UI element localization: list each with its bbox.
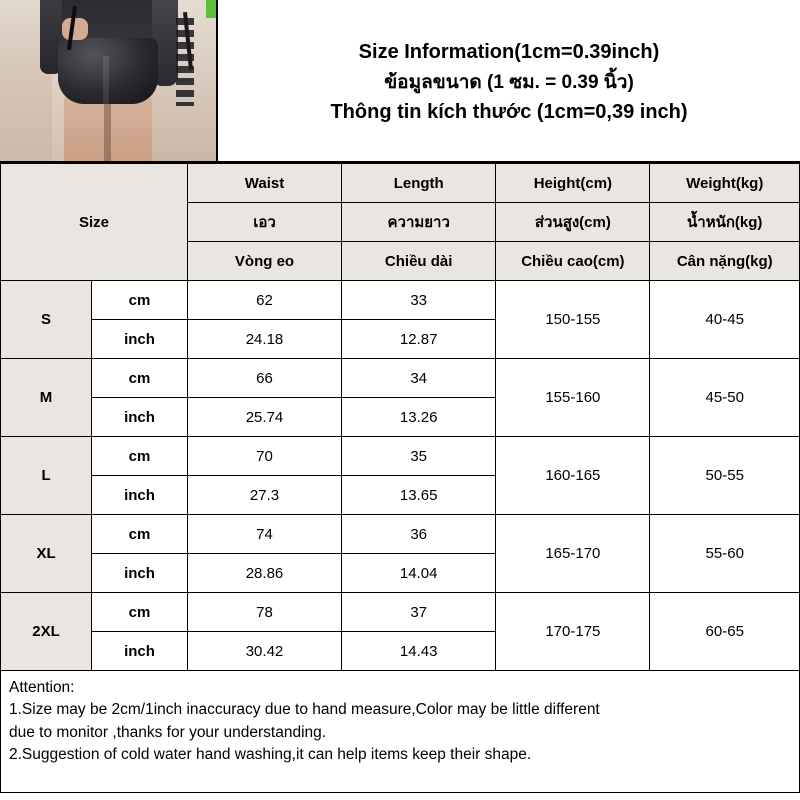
waist-header-th: เอว <box>187 203 341 242</box>
waist-cm-m: 66 <box>187 359 341 398</box>
attention-line-3: 2.Suggestion of cold water hand washing,it can help items keep their shape. <box>9 746 532 764</box>
size-table <box>0 163 800 671</box>
model-hand <box>62 18 88 40</box>
weight-header-th: น้ำหนัก(kg) <box>650 203 800 242</box>
height-header-th: ส่วนสูง(cm) <box>496 203 650 242</box>
weight-s: 40-45 <box>650 281 800 359</box>
height-xl: 165-170 <box>496 515 650 593</box>
waist-inch-l: 27.3 <box>187 476 341 515</box>
unit-inch: inch <box>92 632 188 671</box>
size-header-label: Size <box>1 164 188 281</box>
height-header-en: Height(cm) <box>496 164 650 203</box>
model-leg-gap <box>104 100 111 161</box>
length-cm-s: 33 <box>342 281 496 320</box>
attention-block <box>0 671 800 793</box>
row-size-xl: XL <box>1 515 92 593</box>
unit-cm: cm <box>92 437 188 476</box>
waist-inch-xl: 28.86 <box>187 554 341 593</box>
length-header-en: Length <box>342 164 496 203</box>
weight-header-en: Weight(kg) <box>650 164 800 203</box>
height-2xl: 170-175 <box>496 593 650 671</box>
row-size-s: S <box>1 281 92 359</box>
height-m: 155-160 <box>496 359 650 437</box>
attention-line-2: due to monitor ,thanks for your understanding. <box>9 723 327 741</box>
length-inch-2xl: 14.43 <box>342 632 496 671</box>
length-inch-s: 12.87 <box>342 320 496 359</box>
row-size-l: L <box>1 437 92 515</box>
weight-header-vi: Cân nặng(kg) <box>650 242 800 281</box>
unit-inch: inch <box>92 398 188 437</box>
height-l: 160-165 <box>496 437 650 515</box>
row-size-m: M <box>1 359 92 437</box>
title-thai: ข้อมูลขนาด (1 ซม. = 0.39 นิ้ว) <box>384 71 634 93</box>
weight-m: 45-50 <box>650 359 800 437</box>
waist-cm-s: 62 <box>187 281 341 320</box>
tassel-fringe <box>176 18 194 106</box>
length-inch-m: 13.26 <box>342 398 496 437</box>
product-shorts <box>58 38 158 104</box>
unit-cm: cm <box>92 593 188 632</box>
unit-cm: cm <box>92 359 188 398</box>
length-inch-l: 13.65 <box>342 476 496 515</box>
table-row <box>1 281 800 320</box>
length-cm-l: 35 <box>342 437 496 476</box>
length-cm-m: 34 <box>342 359 496 398</box>
title-vietnamese: Thông tin kích thước (1cm=0,39 inch) <box>330 101 688 124</box>
unit-cm: cm <box>92 281 188 320</box>
table-row <box>1 515 800 554</box>
waist-header-vi: Vòng eo <box>187 242 341 281</box>
length-header-th: ความยาว <box>342 203 496 242</box>
waist-inch-s: 24.18 <box>187 320 341 359</box>
length-cm-xl: 36 <box>342 515 496 554</box>
waist-cm-xl: 74 <box>187 515 341 554</box>
waist-inch-m: 25.74 <box>187 398 341 437</box>
waist-inch-2xl: 30.42 <box>187 632 341 671</box>
attention-line-1: 1.Size may be 2cm/1inch inaccuracy due to hand measure,Color may be little different <box>9 701 600 719</box>
row-size-2xl: 2XL <box>1 593 92 671</box>
weight-2xl: 60-65 <box>650 593 800 671</box>
title-block <box>218 0 800 161</box>
weight-xl: 55-60 <box>650 515 800 593</box>
length-header-vi: Chiều dài <box>342 242 496 281</box>
product-photo <box>0 0 218 161</box>
title-english: Size Information(1cm=0.39inch) <box>358 40 660 63</box>
waist-cm-l: 70 <box>187 437 341 476</box>
header <box>0 0 800 163</box>
table-row <box>1 437 800 476</box>
weight-l: 50-55 <box>650 437 800 515</box>
height-header-vi: Chiều cao(cm) <box>496 242 650 281</box>
unit-inch: inch <box>92 476 188 515</box>
table-row <box>1 359 800 398</box>
waist-header-en: Waist <box>187 164 341 203</box>
green-marker <box>206 0 216 18</box>
length-inch-xl: 14.04 <box>342 554 496 593</box>
header-row-1 <box>1 164 800 203</box>
height-s: 150-155 <box>496 281 650 359</box>
unit-inch: inch <box>92 554 188 593</box>
length-cm-2xl: 37 <box>342 593 496 632</box>
attention-heading: Attention: <box>9 679 75 696</box>
table-row <box>1 593 800 632</box>
unit-inch: inch <box>92 320 188 359</box>
unit-cm: cm <box>92 515 188 554</box>
waist-cm-2xl: 78 <box>187 593 341 632</box>
